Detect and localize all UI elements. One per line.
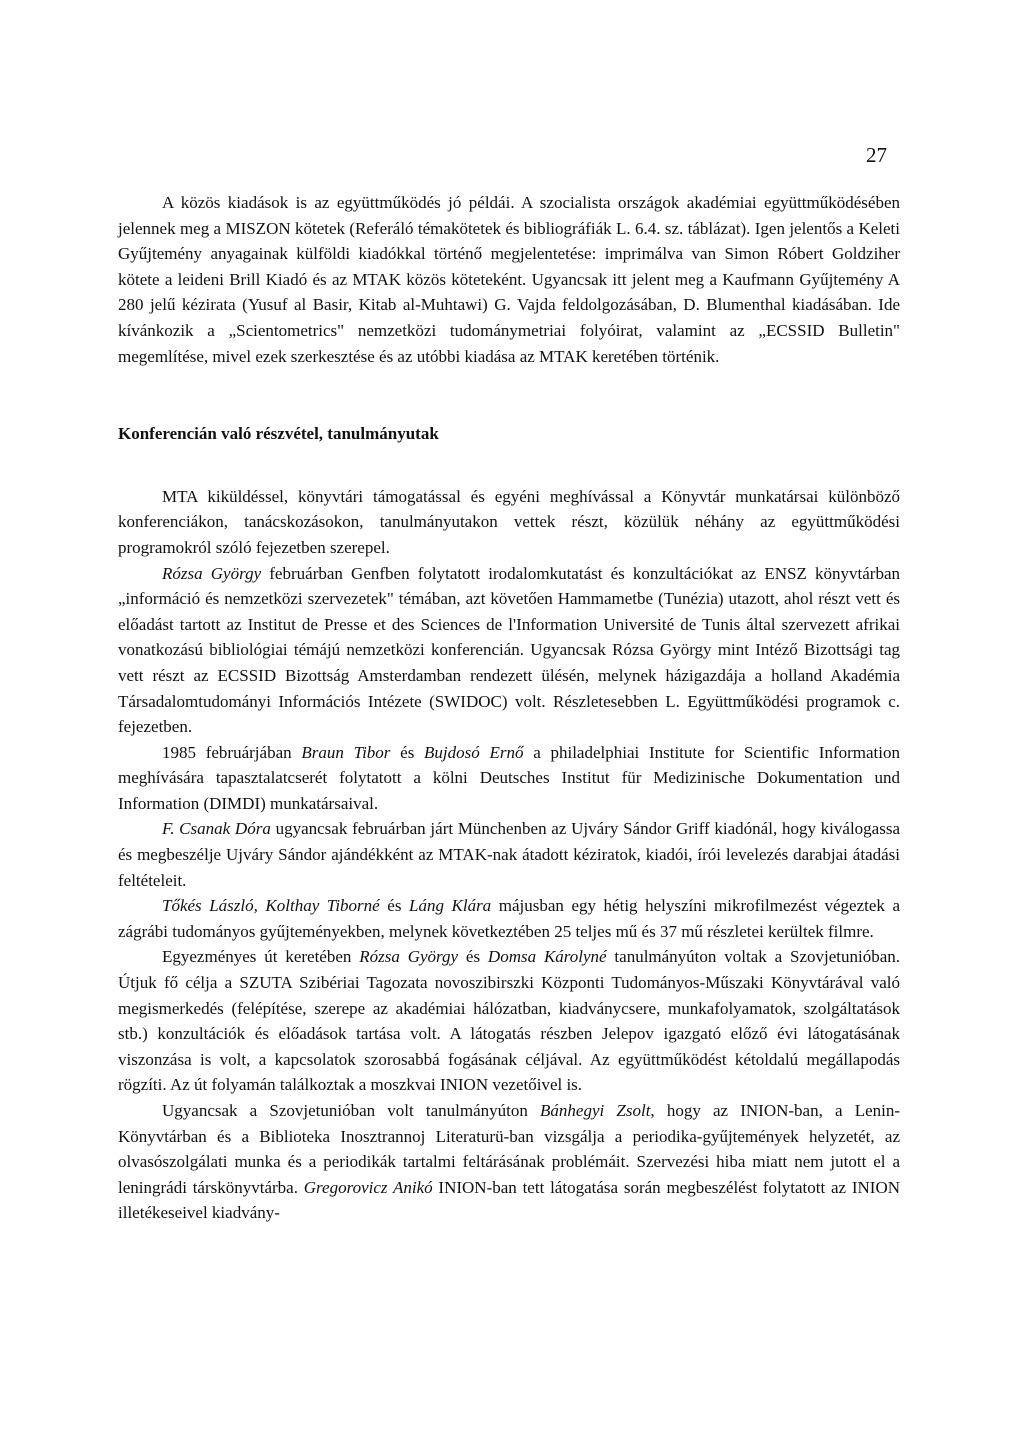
paragraph-text: , hogy az INION-ban, a Lenin-Könyvtárban és a Biblioteka Inosztrannoj Literaturü-ban vizsgálja a periodika-gyűjtemények helyzetét, az olvasószolgálati munka és a periodikák tartalmi feltárásának problémáit. Szervezési hiba miatt nem jutott el a leningrádi társkönyvtárba. bbox=[118, 1101, 901, 1197]
page-number: 27 bbox=[866, 143, 887, 167]
person-name: Bánhegyi Zsolt bbox=[540, 1101, 651, 1120]
person-name: Braun Tibor bbox=[301, 742, 391, 762]
paragraph-text: és bbox=[390, 742, 425, 762]
intro-paragraph: A közös kiadások is az együttműködés jó példái. A szocialista országok akadémiai együttműködésében jelennek meg a MISZON kötetek (Referáló témakötetek és bibliográfiák L. 6.4. sz. táblázat). Igen jelentős a Keleti Gyűjtemény anyagainak külföldi kiadókkal történő megjelentetése: imprimálva van Simon Róbert Goldziher kötete a leideni Brill Kiadó és az MTAK közös köteteként. Ugyancsak itt jelent meg a Kaufmann Gyűjtemény A 280 jelű kézirata (Yusuf al Basir, Kitab al-Muhtawi) G. Vajda feldolgozásában, D. Blumenthal kiadásában. Ide kívánkozik a „Scientometrics" nemzetközi tudománymetriai folyóirat, valamint az „ECSSID Bulletin" megemlítése, mivel ezek szerkesztése és az utóbbi kiadása az MTAK keretében történik. bbox=[118, 193, 900, 366]
person-name: Tőkés László, Kolthay Tiborné bbox=[162, 896, 380, 916]
paragraph-2 bbox=[118, 561, 900, 740]
paragraph-text: Egyezményes út keretében bbox=[162, 947, 360, 967]
paragraph-3 bbox=[118, 740, 900, 817]
paragraph-4 bbox=[118, 816, 900, 893]
person-name: Gregorovicz Anikó bbox=[303, 1177, 433, 1197]
paragraph-text: februárban Genfben folytatott irodalomkutatást és konzultációkat az ENSZ könyvtárban „információ és nemzetközi szervezetek" témában, azt követően Hammametbe (Tunézia) utazott, ahol részt vett és előadást tartott az Institut de Presse et des Sciences de l'Information Université de Tunis által szervezett afrikai vonatkozású bibliológiai témájú nemzetközi konferencián. Ugyancsak Rózsa György mint Intéző Bizottsági tag vett részt az ECSSID Bizottság Amsterdamban rendezett ülésén, melynek házigazdája a holland Akadémia Társadalomtudományi Információs Intézete (SWIDOC) volt. Részletesebben L. Együttműködési programok c. fejezetben. bbox=[118, 563, 900, 737]
page-content bbox=[118, 190, 900, 1226]
paragraph-text: INION-ban tett látogatása során megbeszélést folytatott az INION illetékeseivel kiadvány- bbox=[118, 1177, 900, 1223]
paragraph-text: májusban egy hétig helyszíni mikrofilmezést végeztek a zágrábi tudományos gyűjteményekben, melynek következtében 25 teljes mű és 37 mű részletei kerültek filmre. bbox=[118, 896, 900, 941]
person-name: Rózsa György bbox=[162, 563, 262, 583]
paragraph-text: Ugyancsak a Szovjetunióban volt tanulmányúton bbox=[162, 1101, 541, 1120]
paragraph-text: és bbox=[458, 947, 488, 967]
person-name: Domsa Károlyné bbox=[487, 947, 607, 967]
paragraph-text: a philadelphiai Institute for Scientific Information meghívására tapasztalatcserét folytatott a kölni Deutsches Institut für Medizinische Dokumentation und Information (DIMDI) munkatársaival. bbox=[118, 742, 900, 813]
person-name: Bujdosó Ernő bbox=[424, 742, 524, 762]
paragraph-7 bbox=[118, 1098, 900, 1226]
person-name: Láng Klára bbox=[409, 896, 492, 916]
paragraph-6 bbox=[118, 944, 900, 1098]
paragraph-text: tanulmányúton voltak a Szovjetunióban. Útjuk fő célja a SZUTA Szibériai Tagozata novoszibirszki Központi Tudományos-Műszaki Könyvtárával való megismerkedés (felépítése, szerepe az akadémiai hálózatban, kiadványcsere, munkafolyamatok, szolgáltatások stb.) konzultációk és előadások tartása volt. A látogatás részben Jelepov igazgató előző évi látogatásának viszonzása is volt, a kapcsolatok szorosabbá fogásának céljával. Az együttműködést kétoldalú megállapodás rögzíti. Az út folyamán találkoztak a moszkvai INION vezetőivel is. bbox=[118, 947, 900, 1095]
section-heading: Konferencián való részvétel, tanulmányutak bbox=[118, 424, 439, 444]
paragraph-text: és bbox=[379, 896, 409, 916]
paragraph-1: MTA kiküldéssel, könyvtári támogatással és egyéni meghívással a Könyvtár munkatársai különböző konferenciákon, tanácskozásokon, tanulmányutakon vettek részt, közülük néhány az együttműködési programokról szóló fejezetben szerepel. bbox=[118, 486, 900, 557]
person-name: Rózsa György bbox=[359, 947, 459, 967]
paragraph-5 bbox=[118, 893, 900, 944]
paragraph-text: 1985 februárjában bbox=[162, 742, 302, 762]
paragraph-text: ugyancsak februárban járt Münchenben az Ujváry Sándor Griff kiadónál, hogy kiválogassa és megbeszélje Ujváry Sándor ajándékként az MTAK-nak átadott kéziratok, kiadói, írói levelezés darabjai átadási feltételeit. bbox=[118, 819, 900, 890]
person-name: F. Csanak Dóra bbox=[162, 819, 271, 839]
